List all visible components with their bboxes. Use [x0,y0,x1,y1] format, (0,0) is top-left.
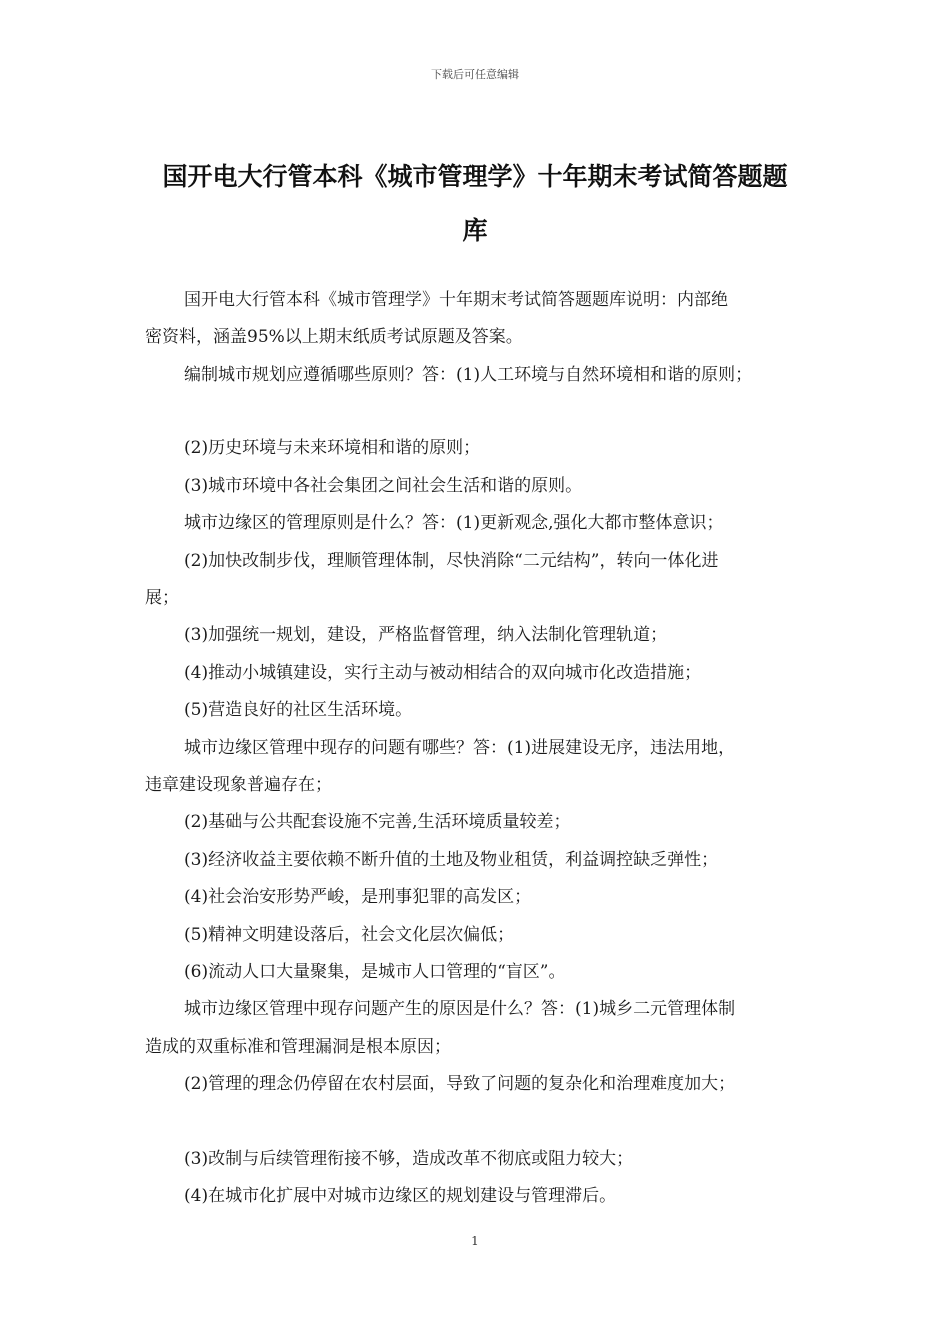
paragraph-line: (2)基础与公共配套设施不完善,生活环境质量较差； [184,812,571,832]
paragraph-line: 密资料，涵盖95%以上期末纸质考试原题及答案。 [145,327,523,347]
paragraph-line: 违章建设现象普遍存在； [145,775,332,795]
paragraph-line: (2)管理的理念仍停留在农村层面，导致了问题的复杂化和治理难度加大； [184,1074,736,1094]
page-header: 下载后可任意编辑 [431,68,519,81]
paragraph-line: (2)历史环境与未来环境相和谐的原则； [184,438,481,458]
paragraph-line: (4)推动小城镇建设，实行主动与被动相结合的双向城市化改造措施； [184,663,702,683]
paragraph-line: (4)社会治安形势严峻，是刑事犯罪的高发区； [184,887,532,907]
paragraph-line: (2)加快改制步伐，理顺管理体制，尽快消除“二元结构”，转向一体化进 [184,551,719,571]
paragraph-line: 编制城市规划应遵循哪些原则？答：(1)人工环境与自然环境相和谐的原则； [184,365,753,385]
paragraph-line: (6)流动人口大量聚集，是城市人口管理的“盲区”。 [184,962,566,982]
paragraph-line: (3)改制与后续管理衔接不够，造成改革不彻底或阻力较大； [184,1149,634,1169]
paragraph-line: 城市边缘区的管理原则是什么？答：(1)更新观念,强化大都市整体意识； [184,513,724,533]
paragraph-line: (3)加强统一规划，建设，严格监督管理，纳入法制化管理轨道； [184,625,668,645]
paragraph-line: 城市边缘区管理中现存问题产生的原因是什么？答：(1)城乡二元管理体制 [184,999,736,1019]
page-number: 1 [471,1234,479,1248]
title-line-2: 库 [462,216,488,245]
paragraph-line: 造成的双重标准和管理漏洞是根本原因； [145,1037,451,1057]
paragraph-line: (5)精神文明建设落后，社会文化层次偏低； [184,925,515,945]
paragraph-line: (4)在城市化扩展中对城市边缘区的规划建设与管理滞后。 [184,1186,617,1206]
title-line-1: 国开电大行管本科《城市管理学》十年期末考试简答题题 [162,162,788,191]
document-title [120,150,830,258]
paragraph-line: 展； [145,588,179,608]
paragraph-line: (3)城市环境中各社会集团之间社会生活和谐的原则。 [184,476,583,496]
paragraph-line: (3)经济收益主要依赖不断升值的土地及物业租赁，利益调控缺乏弹性； [184,850,719,870]
paragraph-line: 国开电大行管本科《城市管理学》十年期末考试简答题题库说明：内部绝 [184,290,728,310]
paragraph-line: 城市边缘区管理中现存的问题有哪些？答：(1)进展建设无序，违法用地， [184,738,736,758]
paragraph-line: (5)营造良好的社区生活环境。 [184,700,413,720]
